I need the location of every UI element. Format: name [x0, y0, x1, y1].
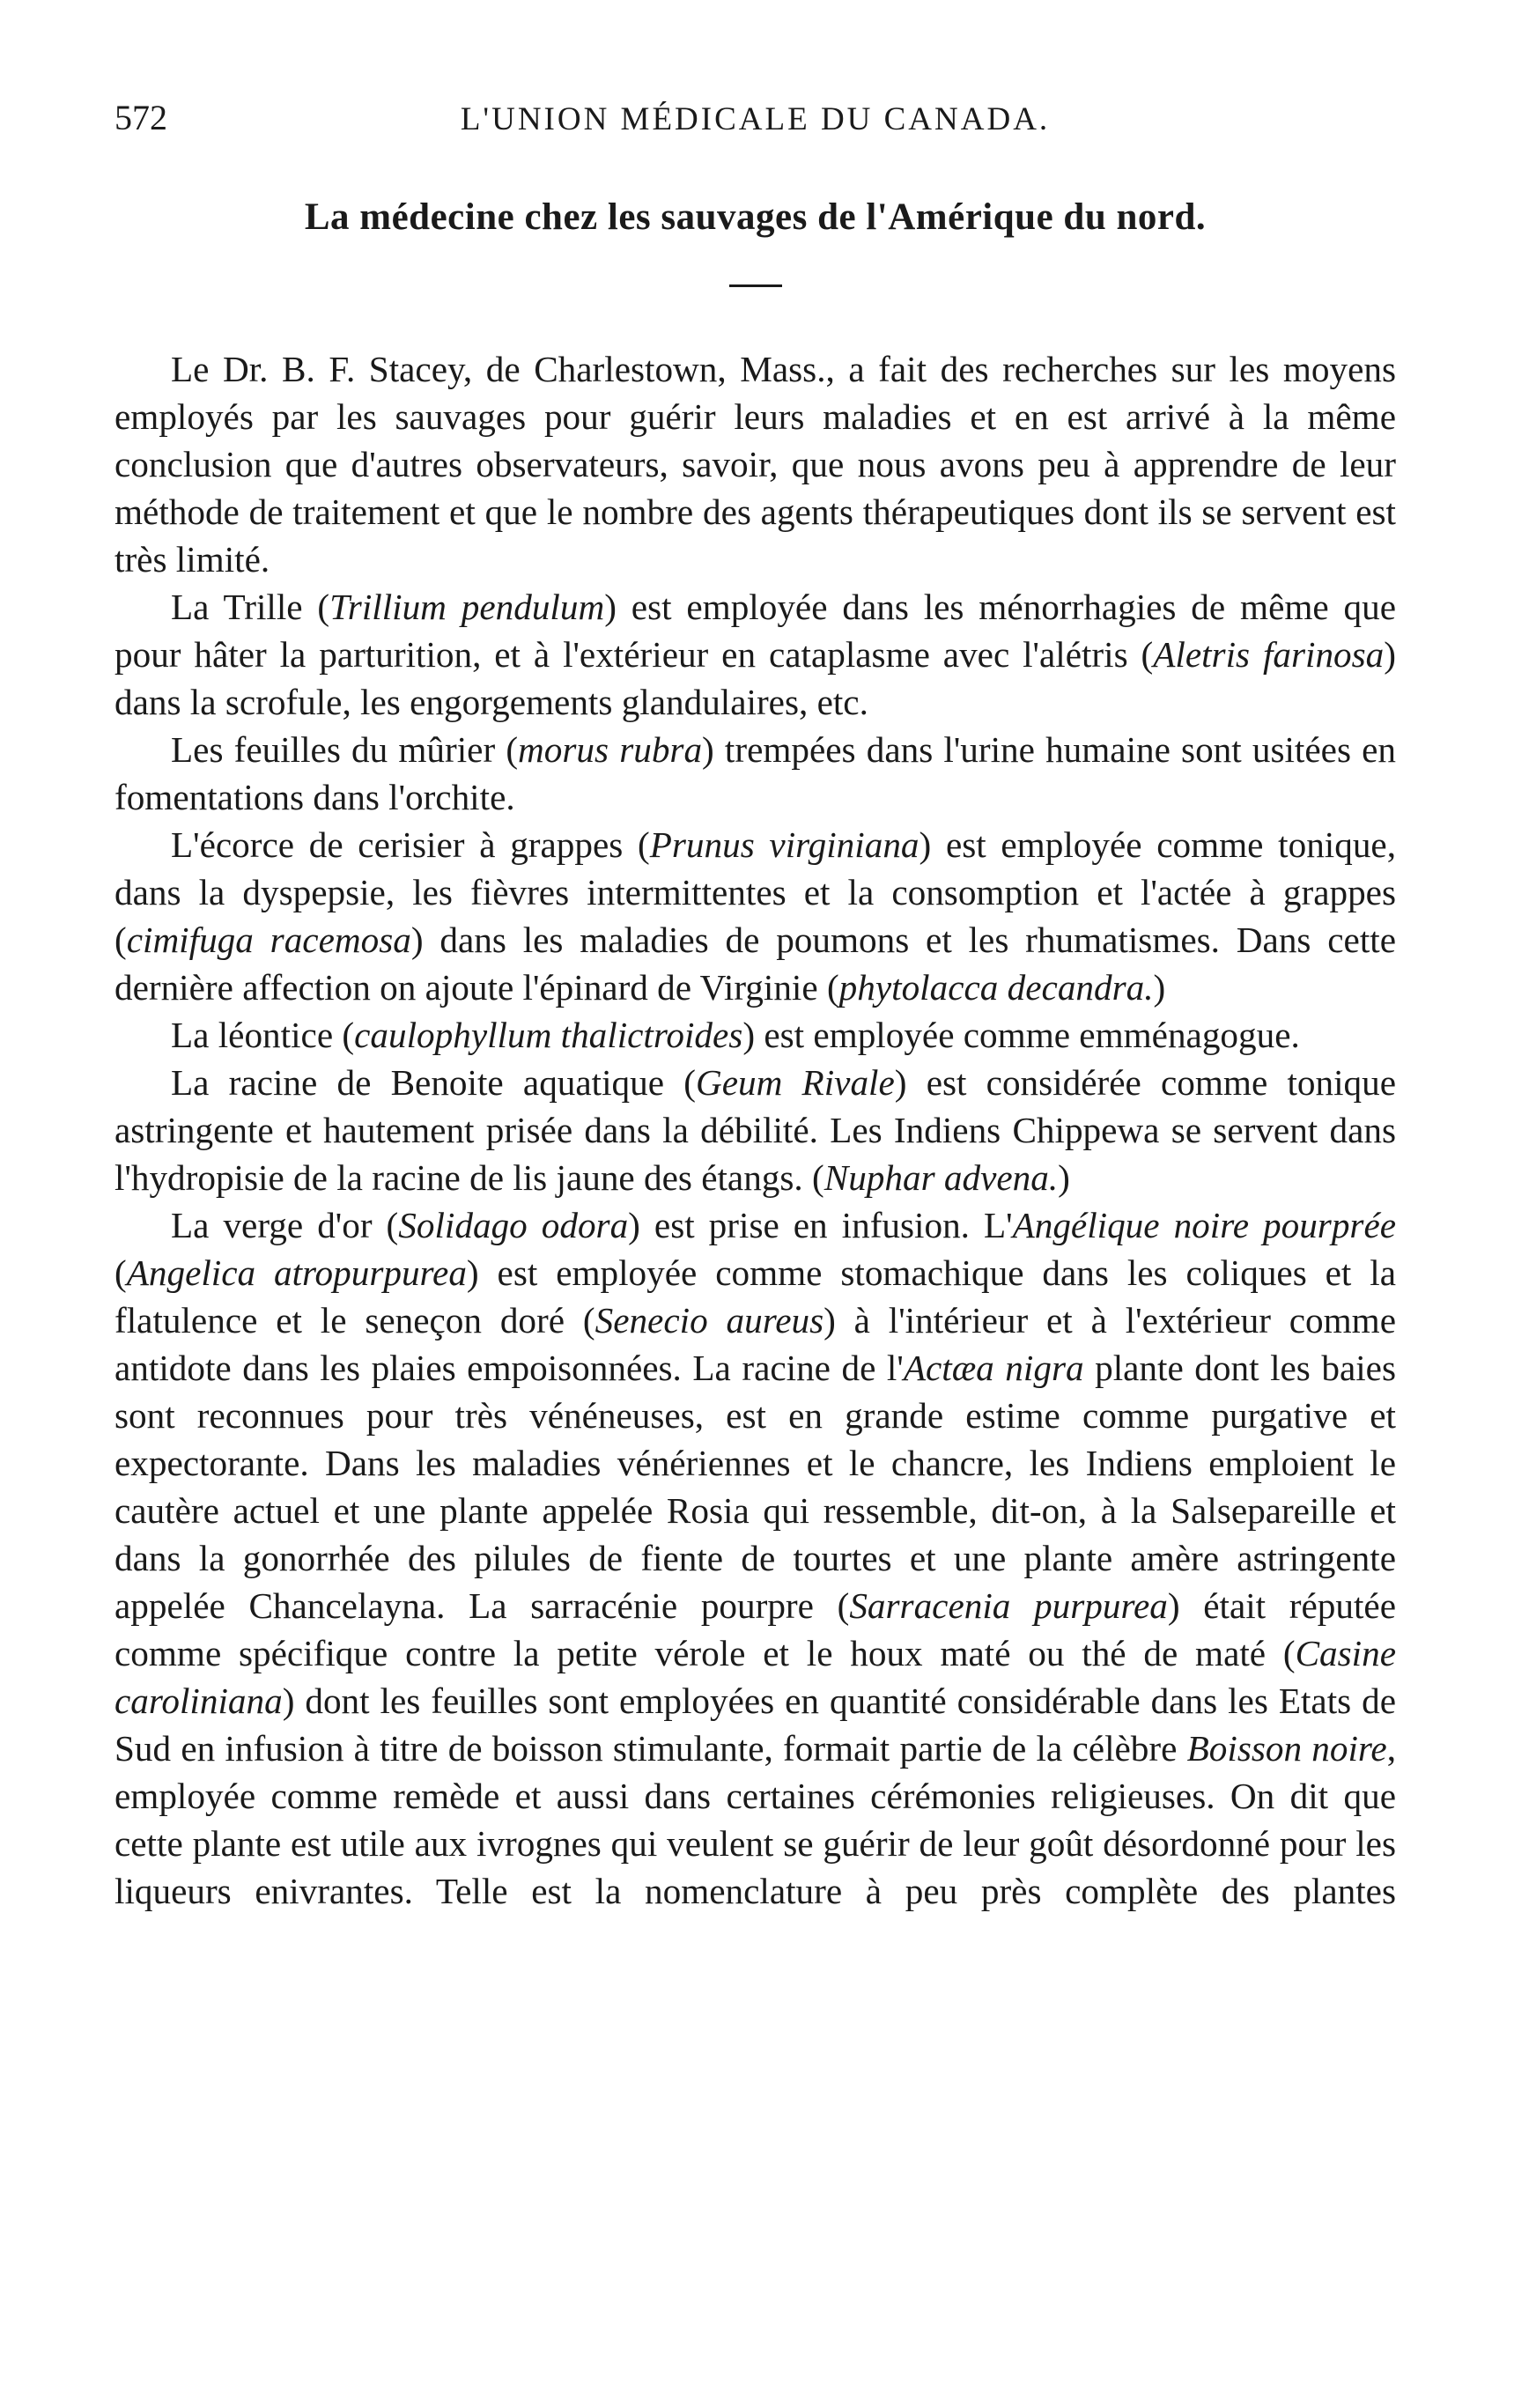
latin-name: Sarracenia purpurea	[849, 1585, 1168, 1626]
latin-name: phytolacca decandra.	[838, 967, 1154, 1008]
latin-name: Actæa nigra	[903, 1348, 1084, 1388]
text-run: ) dont les feuilles sont employées en quantité considérable dans les Etats de Sud en infusion à titre de boisson stimulante, formait partie de la célèbre	[114, 1680, 1396, 1769]
latin-name: Trillium pendulum	[329, 587, 605, 627]
latin-name: Angélique noire pourprée	[1012, 1205, 1397, 1245]
text-run: ) dans la scrofule, les engorgements glandulaires, etc.	[114, 634, 1396, 722]
body-paragraph	[114, 1201, 1396, 1915]
article-title: La médecine chez les sauvages de l'Amérique du nord.	[304, 196, 1207, 238]
body-paragraph	[114, 1059, 1396, 1201]
article-body	[114, 345, 1396, 1915]
text-run: , employée comme remède et aussi dans certaines cérémonies religieuses. On dit que cette plante est utile aux ivrognes qui veulent se guérir de leur goût désordonné pour les liqueurs enivrantes. Telle est la nomenclature à peu près complète des plantes	[114, 1728, 1396, 1911]
latin-name: Solidago odora	[398, 1205, 629, 1245]
text-run: ) à l'intérieur et à l'extérieur comme antidote dans les plaies empoisonnées. La racine de l'	[114, 1300, 1396, 1388]
body-paragraph	[114, 821, 1396, 1011]
text-run: La racine de Benoite aquatique (	[171, 1062, 696, 1103]
latin-name: Senecio aureus	[595, 1300, 824, 1341]
page-number: 572	[114, 98, 167, 137]
latin-name: Boisson noire	[1186, 1728, 1387, 1769]
text-run: ) trempées dans l'urine humaine sont usitées en fomentations dans l'orchite.	[114, 729, 1397, 817]
latin-name: Nuphar advena.	[823, 1157, 1059, 1198]
latin-name: morus rubra	[518, 729, 703, 770]
text-run: ) est employée comme tonique, dans la dyspepsie, les fièvres intermittentes et la consomption et l'actée à grappes (	[114, 824, 1396, 960]
title-divider	[729, 284, 782, 287]
text-run: ) est prise en infusion. L'	[628, 1205, 1013, 1245]
latin-name: Angelica atropurpurea	[126, 1252, 467, 1293]
text-run: ) est employée dans les ménorrhagies de même que pour hâter la parturition, et à l'extérieur en cataplasme avec l'alétris (	[114, 587, 1396, 675]
text-run: La léontice (	[171, 1015, 355, 1055]
latin-name: Prunus virginiana	[649, 824, 919, 865]
latin-name: Geum Rivale	[695, 1062, 895, 1103]
body-paragraph	[114, 345, 1396, 583]
text-run: ) est employée comme emménagogue.	[742, 1015, 1300, 1055]
document-page	[114, 97, 1396, 1915]
text-run: La verge d'or (	[171, 1205, 399, 1245]
latin-name: Aletris farinosa	[1153, 634, 1385, 675]
text-run: ) était réputée comme spécifique contre la petite vérole et le houx maté ou thé de maté (	[114, 1585, 1396, 1673]
text-run: (	[114, 1252, 127, 1293]
text-run: ) dans les maladies de poumons et les rhumatismes. Dans cette dernière affection on ajoute l'épinard de Virginie (	[114, 920, 1396, 1008]
body-paragraph	[114, 1011, 1396, 1059]
journal-title: L'UNION MÉDICALE DU CANADA.	[460, 101, 1051, 137]
body-paragraph	[114, 583, 1396, 726]
body-paragraph	[114, 726, 1396, 821]
running-head	[114, 97, 1396, 150]
latin-name: caulophyllum thalictroides	[354, 1015, 743, 1055]
text-run: L'écorce de cerisier à grappes (	[171, 824, 650, 865]
text-run: Le Dr. B. F. Stacey, de Charlestown, Mass., a fait des recherches sur les moyens employés par les sauvages pour guérir leurs maladies et en est arrivé à la même conclusion que d'autres observateurs, savoir, que nous avons peu à apprendre de leur méthode de traitement et que le nombre des agents thérapeutiques dont ils se servent est très limité.	[114, 349, 1396, 580]
text-run: La Trille (	[171, 587, 330, 627]
text-run: )	[1058, 1157, 1070, 1198]
latin-name: Casine caroliniana	[114, 1633, 1396, 1721]
text-run: Les feuilles du mûrier (	[171, 729, 519, 770]
text-run: plante dont les baies sont reconnues pour très vénéneuses, est en grande estime comme purgative et expectorante. Dans les maladies vénériennes et le chancre, les Indiens emploient le cautère actuel et une plante appelée Rosia qui ressemble, dit-on, à la Salsepareille et dans la gonorrhée des pilules de fiente de tourtes et une plante amère astringente appelée Chancelayna. La sarracénie pourpre (	[114, 1348, 1396, 1626]
text-run: ) est considérée comme tonique astringente et hautement prisée dans la débilité. Les Indiens Chippewa se servent dans l'hydropisie de la racine de lis jaune des étangs. (	[114, 1062, 1396, 1198]
text-run: )	[1153, 967, 1166, 1008]
latin-name: cimifuga racemosa	[126, 920, 411, 960]
text-run: ) est employée comme stomachique dans les coliques et la flatulence et le seneçon doré (	[114, 1252, 1396, 1341]
